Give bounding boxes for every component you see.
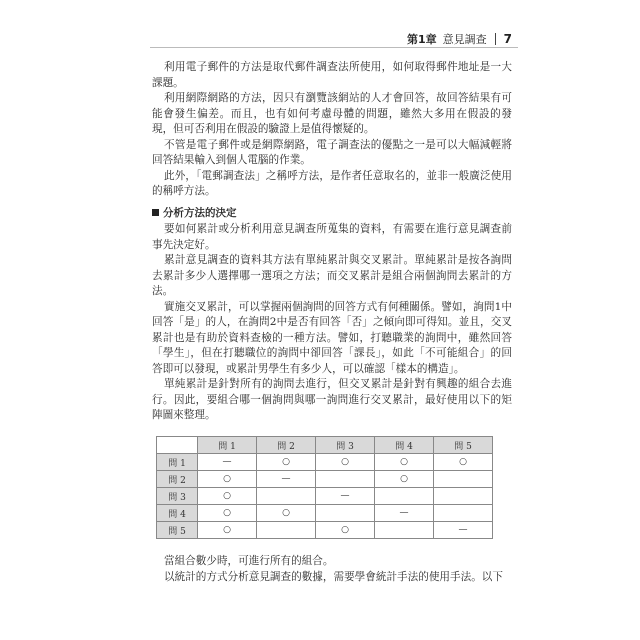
paragraph: 累計意見調查的資料其方法有單純累計與交叉累計。單純累計是按各詢問去累計多少人選擇哪一選項之方法；而交叉累計是組合兩個詢問去累計的方法。 (152, 254, 512, 297)
matrix-cell: — (198, 454, 257, 471)
section-heading (152, 206, 512, 222)
matrix-cell: ○ (316, 522, 375, 539)
matrix-cell: — (257, 471, 316, 488)
paragraph: 以統計的方式分析意見調查的數據，需要學會統計手法的使用手法。以下 (164, 570, 503, 583)
matrix-cell: ○ (198, 505, 257, 522)
matrix-row (157, 505, 493, 522)
square-bullet-icon (152, 209, 159, 216)
matrix-row (157, 522, 493, 539)
matrix-cell: ○ (198, 522, 257, 539)
header-rule (150, 47, 518, 48)
matrix-cell (434, 471, 493, 488)
matrix-row-header: 問 3 (157, 488, 198, 505)
matrix-cell: ○ (257, 454, 316, 471)
matrix-cell (434, 488, 493, 505)
body-text-continued (152, 554, 512, 585)
paragraph: 要如何累計或分析利用意見調查所蒐集的資料，有需要在進行意見調查前事先決定好。 (152, 223, 512, 251)
paragraph: 當組合數少時，可進行所有的組合。 (164, 555, 334, 567)
matrix-col-header: 問 4 (375, 437, 434, 454)
matrix-cell: — (375, 505, 434, 522)
matrix-row (157, 471, 493, 488)
matrix-row-header: 問 2 (157, 471, 198, 488)
matrix-cell (316, 505, 375, 522)
page-number: 7 (503, 32, 512, 46)
matrix-cell: — (316, 488, 375, 505)
matrix-cell (257, 488, 316, 505)
paragraph: 此外，「電郵調查法」之稱呼方法，是作者任意取名的，並非一般廣泛使用的稱呼方法。 (152, 169, 512, 197)
matrix-row-header: 問 1 (157, 454, 198, 471)
matrix-corner (157, 437, 198, 454)
paragraph: 利用電子郵件的方法是取代郵件調查法所使用，如何取得郵件地址是一大課題。 (152, 61, 512, 89)
matrix-cell (375, 522, 434, 539)
matrix-col-header: 問 3 (316, 437, 375, 454)
matrix-cell: — (434, 522, 493, 539)
body-text (152, 60, 512, 424)
matrix-cell: ○ (198, 488, 257, 505)
matrix-cell: ○ (198, 471, 257, 488)
matrix-header-row (157, 437, 493, 454)
running-header (407, 31, 512, 47)
matrix-cell (375, 488, 434, 505)
paragraph: 利用網際網路的方法，因只有瀏覽該網站的人才會回答，故回答結果有可能會發生偏差。而且，也有如何考慮母體的問題，雖然大多用在假設的發現，但可否利用在假設的驗證上是值得懷疑的。 (152, 92, 512, 135)
matrix-cell: ○ (257, 505, 316, 522)
matrix-row (157, 454, 493, 471)
matrix-cell (434, 505, 493, 522)
matrix-cell: ○ (375, 471, 434, 488)
cross-tab-matrix (156, 436, 493, 539)
matrix-cell: ○ (434, 454, 493, 471)
matrix-col-header: 問 2 (257, 437, 316, 454)
matrix-cell: ○ (375, 454, 434, 471)
matrix-col-header: 問 1 (198, 437, 257, 454)
paragraph: 不管是電子郵件或是網際網路，電子調查法的優點之一是可以大幅減輕將回答結果輸入到個人電腦的作業。 (152, 138, 512, 166)
matrix-col-header: 問 5 (434, 437, 493, 454)
paragraph: 單純累計是針對所有的詢問去進行，但交叉累計是針對有興趣的組合去進行。因此，要組合哪一個詢問與哪一詢問進行交叉累計，最好使用以下的矩陣圖來整理。 (152, 378, 512, 421)
section-heading-text: 分析方法的決定 (163, 206, 237, 219)
chapter-label: 第1章 (406, 33, 437, 46)
matrix-cell (316, 471, 375, 488)
matrix-row-header: 問 4 (157, 505, 198, 522)
matrix-row-header: 問 5 (157, 522, 198, 539)
matrix-cell: ○ (316, 454, 375, 471)
matrix-row (157, 488, 493, 505)
matrix-cell (257, 522, 316, 539)
chapter-title: 意見調查 (442, 33, 487, 46)
paragraph: 實施交叉累計，可以掌握兩個詢問的回答方式有何種關係。譬如，詢問1中回答「是」的人，在詢問2中是否有回答「否」之傾向即可得知。並且，交叉累計也是有助於資料查檢的一種方法。譬如，打聽職業的詢問中，雖然回答「學生」，但在打聽職位的詢問中卻回答「課長」，如此「不可能組合」的回答即可以發現，或累計男學生有多少人，可以確認「樣本的構造」。 (152, 300, 512, 375)
header-divider (495, 33, 496, 45)
